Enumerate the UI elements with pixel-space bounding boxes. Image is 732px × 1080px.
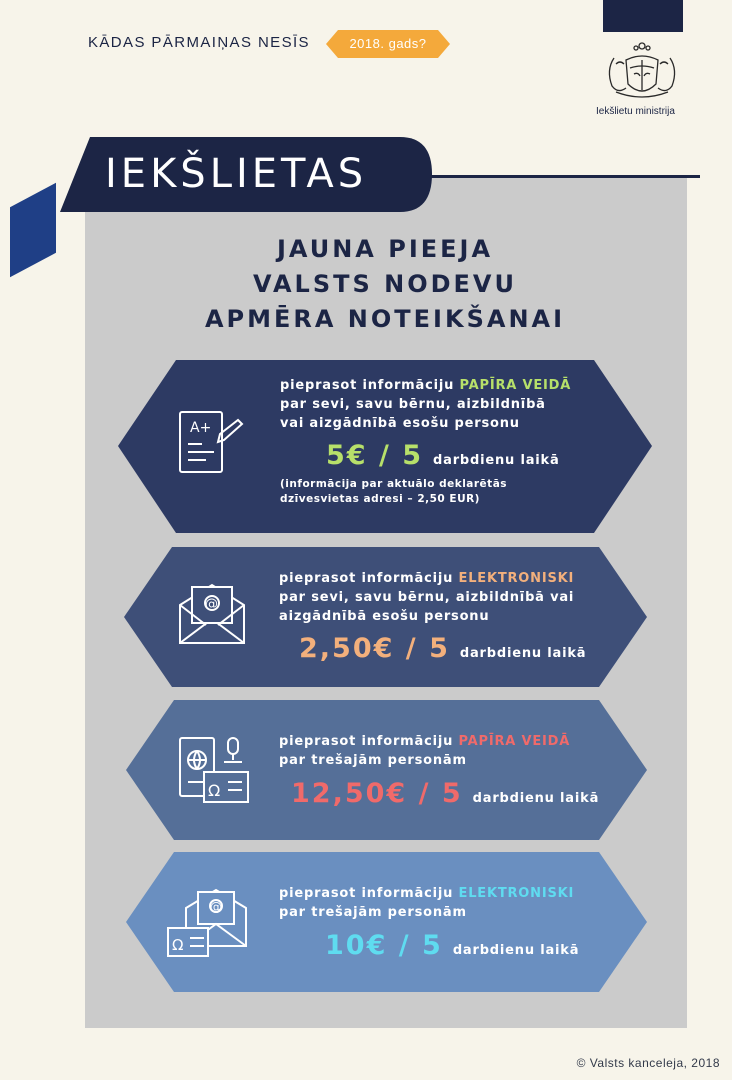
top-dark-bar	[603, 0, 683, 32]
card-1-note-1: (informācija par aktuālo deklarētās	[280, 478, 508, 490]
decorative-blue-shape	[10, 183, 56, 277]
card-1-highlight: PAPĪRA VEIDĀ	[459, 378, 572, 393]
card-2-suffix: darbdienu laikā	[459, 646, 587, 661]
card-4-price: 10€ / 5	[325, 930, 443, 961]
svg-text:@: @	[205, 597, 218, 612]
ministry-label: Iekšlietu ministrija	[596, 106, 675, 117]
card-3-prefix: pieprasot informāciju	[279, 734, 459, 749]
card-3-price: 12,50€ / 5	[291, 778, 463, 809]
header-title: KĀDAS PĀRMAIŅAS NESĪS	[88, 34, 310, 51]
headline	[170, 232, 600, 337]
fee-card-paper-self	[118, 360, 652, 533]
card-1-price: 5€ / 5	[326, 440, 424, 471]
footer-credit: © Valsts kanceleja, 2018	[576, 1056, 720, 1070]
card-2-line-3: aizgādnībā esošu personu	[279, 609, 490, 624]
card-3-line-2: par trešajām personām	[279, 753, 467, 768]
year-tag-label: 2018. gads?	[349, 36, 427, 51]
card-3-highlight: PAPĪRA VEIDĀ	[458, 734, 571, 749]
svg-text:A+: A+	[190, 420, 212, 436]
card-1-prefix: pieprasot informāciju	[280, 378, 460, 393]
fee-card-paper-third-party	[126, 700, 647, 840]
card-1-line-2: par sevi, savu bērnu, aizbildnībā	[280, 397, 546, 412]
card-4-highlight: ELEKTRONISKI	[458, 886, 575, 901]
card-1-note-2: dzīvesvietas adresi – 2,50 EUR)	[280, 493, 480, 505]
fee-card-electronic-third-party	[126, 852, 647, 992]
email-id-icon	[166, 884, 252, 960]
passport-id-icon	[176, 734, 254, 806]
card-2-prefix: pieprasot informāciju	[279, 571, 459, 586]
headline-line-3: APMĒRA NOTEIKŠANAI	[204, 305, 566, 333]
card-2-highlight: ELEKTRONISKI	[458, 571, 575, 586]
card-4-prefix: pieprasot informāciju	[279, 886, 459, 901]
year-tag	[326, 30, 450, 58]
banner-title: IEKŠLIETAS	[105, 151, 368, 197]
card-2-line-2: par sevi, savu bērnu, aizbildnībā vai	[279, 590, 575, 605]
coat-of-arms-icon	[596, 38, 688, 104]
svg-text:Ω: Ω	[208, 781, 221, 800]
svg-text:Ω: Ω	[172, 936, 184, 954]
card-1-suffix: darbdienu laikā	[433, 453, 560, 468]
headline-line-2: VALSTS NODEVU	[253, 270, 517, 298]
card-4-line-2: par trešajām personām	[279, 905, 467, 920]
panel-top-line	[400, 175, 700, 178]
card-2-price: 2,50€ / 5	[299, 633, 450, 664]
svg-text:@: @	[210, 900, 222, 914]
headline-line-1: JAUNA PIEEJA	[276, 235, 494, 263]
section-banner	[60, 137, 432, 212]
card-3-suffix: darbdienu laikā	[472, 791, 600, 806]
card-4-suffix: darbdienu laikā	[452, 943, 580, 958]
fee-card-electronic-self	[124, 547, 647, 687]
email-envelope-icon	[178, 579, 246, 647]
card-1-line-3: vai aizgādnībā esošu personu	[280, 416, 520, 431]
document-pencil-icon	[176, 408, 248, 480]
